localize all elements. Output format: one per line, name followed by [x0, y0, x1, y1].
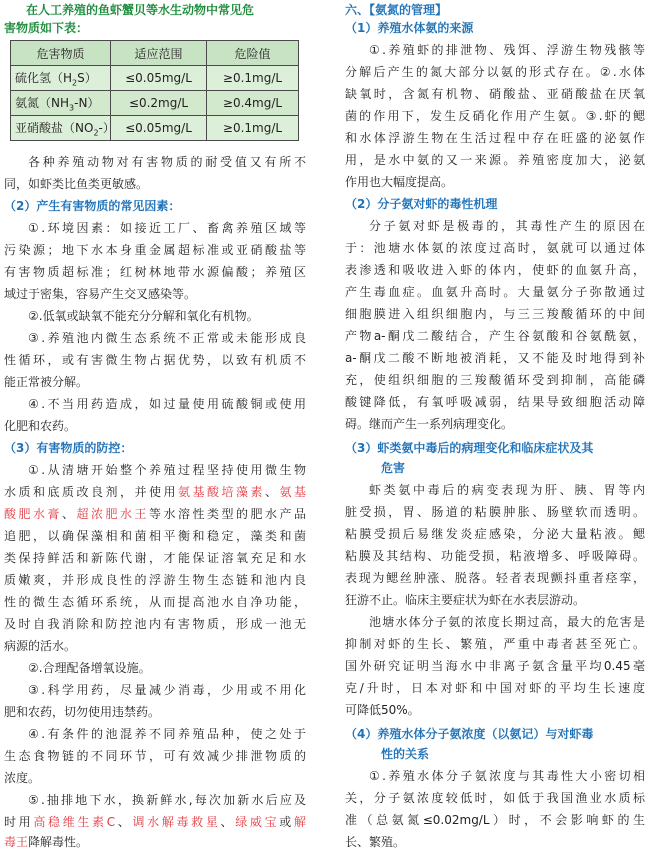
paragraph-line: 虾类氨中毒后的病变表现为肝、胰、胃等内 — [369, 483, 645, 497]
product-link[interactable]: 酸肥水膏 — [4, 507, 62, 521]
paragraph-line: 酸肥水膏、超浓肥水王等水溶性类型的肥水产品 — [4, 507, 306, 521]
heading-concentration-cont: 性的关系 — [381, 747, 430, 761]
paragraph-line: ①.环境因素：如接近工厂、畜禽养殖区域等 — [28, 221, 306, 235]
paragraph-line: 毒王降解毒性。 — [4, 835, 89, 849]
table-header-row — [11, 41, 299, 66]
product-link[interactable]: 高稳维生素C — [33, 815, 116, 829]
table-cell-range: ≤0.05mg/L — [111, 116, 207, 141]
paragraph-line: 于：池塘水体氨的浓度过高时，氨就可以通过体 — [345, 241, 645, 255]
paragraph-line: 污染源；地下水本身重金属超标准或亚硝酸盐等 — [4, 243, 306, 257]
product-link[interactable]: 绿威宝 — [235, 815, 280, 829]
hazard-table — [10, 40, 299, 141]
paragraph-line: 池塘水体分子氨的浓度长期过高，最大的危害是 — [369, 615, 645, 629]
paragraph-line: 质嫩爽，并形成良性的浮游生物生态链和池内良 — [4, 573, 306, 587]
paragraph-line: 准（总氨氮≤0.02mg/L）时，不会影响虾的生 — [345, 813, 645, 827]
paragraph-line: 狂游不止。临床主要症状为虾在水表层游动。 — [345, 593, 586, 607]
paragraph-line: 和水体浮游生物在生活过程中存在旺盛的泌氨作 — [345, 131, 645, 145]
paragraph-line: 化肥和农药。 — [4, 419, 77, 433]
paragraph-line: 表渗透和吸收进入虾的体内，使虾的血氨升高， — [345, 263, 645, 277]
heading-ammonia-source: （1）养殖水体氨的来源 — [345, 21, 474, 35]
paragraph-line: 分解后产生的氮大部分以氨的形式存在。②.水体 — [345, 65, 645, 79]
table-cell-substance: 硫化氢$(H_2S)$ — [11, 66, 111, 91]
paragraph-line: 关，分子氨浓度较低时，如低于我国渔业水质标 — [345, 791, 645, 805]
paragraph-line: 粘膜及其结构、功能受损，粘液增多、呼吸障碍。 — [345, 549, 645, 563]
table-header: 危害物质 — [11, 41, 111, 66]
paragraph-line: 能正常被分解。 — [4, 375, 89, 389]
paragraph-line: 同，如虾类比鱼类更敏感。 — [4, 177, 149, 191]
paragraph-line: 用，是水中氨的又一来源。养殖密度加大，泌氨 — [345, 153, 645, 167]
paragraph-line: 充，使组织细胞的三羧酸循环受到抑制，高能磷 — [345, 373, 645, 387]
paragraph-line: ⑤.抽排地下水，换新鲜水,每次加新水后应及 — [28, 793, 306, 807]
paragraph-line: 国外研究证明当海水中非离子氨含量平均0.45毫 — [345, 659, 645, 673]
paragraph-line: 缺氧时，含氮有机物、硝酸盐、亚硝酸盐在厌氧 — [345, 87, 645, 101]
table-row — [11, 116, 299, 141]
heading-toxicity: （2）分子氨对虾的毒性机理 — [345, 197, 498, 211]
product-link[interactable]: 解 — [293, 815, 306, 829]
paragraph-line: ④.有条件的池混养不同养殖品种，使之处于 — [28, 727, 306, 741]
paragraph-line: ②.低氧或缺氧不能充分分解和氧化有机物。 — [28, 309, 259, 323]
paragraph-line: 肥和农药，切勿使用违禁药。 — [4, 705, 161, 719]
table-row — [11, 66, 299, 91]
table-cell-substance: 亚硝酸盐$(NO_2-)$ — [11, 116, 111, 141]
paragraph-line: 细胞膜进入组织细胞内，与三三羧酸循环的中间 — [345, 307, 645, 321]
paragraph-line: a-酮戊二酸不断地被消耗，又不能及时地得到补 — [345, 351, 645, 365]
paragraph-line: 碍。继而产生一系列病理变化。 — [345, 417, 514, 431]
table-cell-range: ≤0.2mg/L — [111, 91, 207, 116]
table-cell-substance: 氨氮$(NH_3-N)$ — [11, 91, 111, 116]
table-cell-danger: ≥0.1mg/L — [207, 66, 299, 91]
heading-pathology: （3）虾类氨中毒后的病理变化和临床症状及其 — [345, 441, 594, 455]
table-header: 适应范围 — [111, 41, 207, 66]
paragraph-line: 可降低50%。 — [345, 703, 420, 717]
table-row — [11, 91, 299, 116]
table-cell-danger: ≥0.4mg/L — [207, 91, 299, 116]
paragraph-line: 产生毒血症。血氨升高时。大量氨分子弥散通过 — [345, 285, 645, 299]
paragraph-line: 性的微生态循环系统，从而提高池水自净功能， — [4, 595, 306, 609]
paragraph-line: 作用也大幅度提高。 — [345, 175, 454, 189]
intro-title-line-1: 在人工养殖的鱼虾蟹贝等水生动物中常见危 — [26, 3, 255, 17]
product-link[interactable]: 氨基酸培藻素 — [177, 485, 265, 499]
paragraph-line: 时用高稳维生素C、调水解毒救星、绿威宝或解 — [4, 815, 306, 829]
paragraph-line: 抑制对虾的生长、繁殖，严重中毒者甚至死亡。 — [345, 637, 645, 651]
table-cell-danger: ≥0.1mg/L — [207, 116, 299, 141]
paragraph-line: 脏受损，胃、肠道的粘膜肿胀、肠壁软而透明。 — [345, 505, 645, 519]
paragraph-line: ①.养殖水体分子氨浓度与其毒性大小密切相 — [369, 769, 645, 783]
paragraph-line: 菌的作用下，发生反硝化作用产生氨。③.虾的鳃 — [345, 109, 645, 123]
paragraph-line: 酸键降低，有氧呼吸减弱，结果导致细胞活动障 — [345, 395, 645, 409]
section-heading: 六、【氨氮的管理】 — [345, 3, 448, 17]
paragraph-line: 及时自我消除和防控池内有害物质，形成一池无 — [4, 617, 306, 631]
table-header: 危险值 — [207, 41, 299, 66]
paragraph-line: 粘膜受损后易继发炎症感染，分泌大量粘液。鳃 — [345, 527, 645, 541]
product-link[interactable]: 超浓肥水王 — [76, 507, 149, 521]
paragraph-line: ①.从清塘开始整个养殖过程坚持使用微生物 — [28, 463, 306, 477]
paragraph-line: ③.科学用药，尽量减少消毒，少用或不用化 — [28, 683, 306, 697]
table-cell-range: ≤0.05mg/L — [111, 66, 207, 91]
paragraph-line: 浓度。 — [4, 771, 41, 785]
paragraph-line: 产物a-酮戊二酸结合，产生谷氨酸和谷氨酰氨， — [345, 329, 645, 343]
heading-causes: （2）产生有害物质的常见因素： — [4, 199, 181, 213]
paragraph-line: ①.养殖虾的排泄物、残饵、浮游生物残骸等 — [369, 43, 645, 57]
paragraph-line: 追肥，以确保藻相和菌相平衡和稳定，藻类和菌 — [4, 529, 306, 543]
product-link[interactable]: 氨基 — [279, 485, 306, 499]
paragraph-line: 水质和底质改良剂，并使用氨基酸培藻素、氨基 — [4, 485, 306, 499]
paragraph-line: 表现为鳃丝肿涨、脱落。轻者表现颤抖重者痉挛， — [345, 571, 645, 585]
paragraph-line: ②.合理配备增氧设施。 — [28, 661, 151, 675]
paragraph-line: 性循环，或有害微生物占据优势，以致有机质不 — [4, 353, 306, 367]
paragraph-line: 类保持鲜活和新陈代谢，才能保证溶氧充足和水 — [4, 551, 306, 565]
paragraph-line: 有害物质超标准；红树林地带水源偏酸；养殖区 — [4, 265, 306, 279]
product-link[interactable]: 调水解毒救星 — [132, 815, 221, 829]
paragraph-line: 生态食物链的不同环节，可有效减少排泄物质的 — [4, 749, 306, 763]
paragraph-line: ③.养殖池内微生态系统不正常或未能形成良 — [28, 331, 306, 345]
paragraph-line: 各种养殖动物对有害物质的耐受值又有所不 — [28, 155, 306, 169]
paragraph-line: 病源的活水。 — [4, 639, 77, 653]
heading-concentration: （4）养殖水体分子氨浓度（以氨记）与对虾毒 — [345, 727, 594, 741]
paragraph-line: 域过于密集，容易产生交叉感染等。 — [4, 287, 197, 301]
paragraph-line: ④.不当用药造成，如过量使用硫酸铜或使用 — [28, 397, 306, 411]
paragraph-line: 分子氨对虾是极毒的，其毒性产生的原因在 — [369, 219, 645, 233]
paragraph-line: 克/升时，日本对虾和中国对虾的平均生长速度 — [345, 681, 645, 695]
intro-title-line-2: 害物质如下表： — [4, 21, 89, 35]
heading-prevention: （3）有害物质的防控： — [4, 441, 133, 455]
paragraph-line: 长、繁殖。 — [345, 835, 406, 849]
product-link[interactable]: 毒王 — [4, 835, 29, 849]
heading-pathology-cont: 危害 — [381, 461, 406, 475]
